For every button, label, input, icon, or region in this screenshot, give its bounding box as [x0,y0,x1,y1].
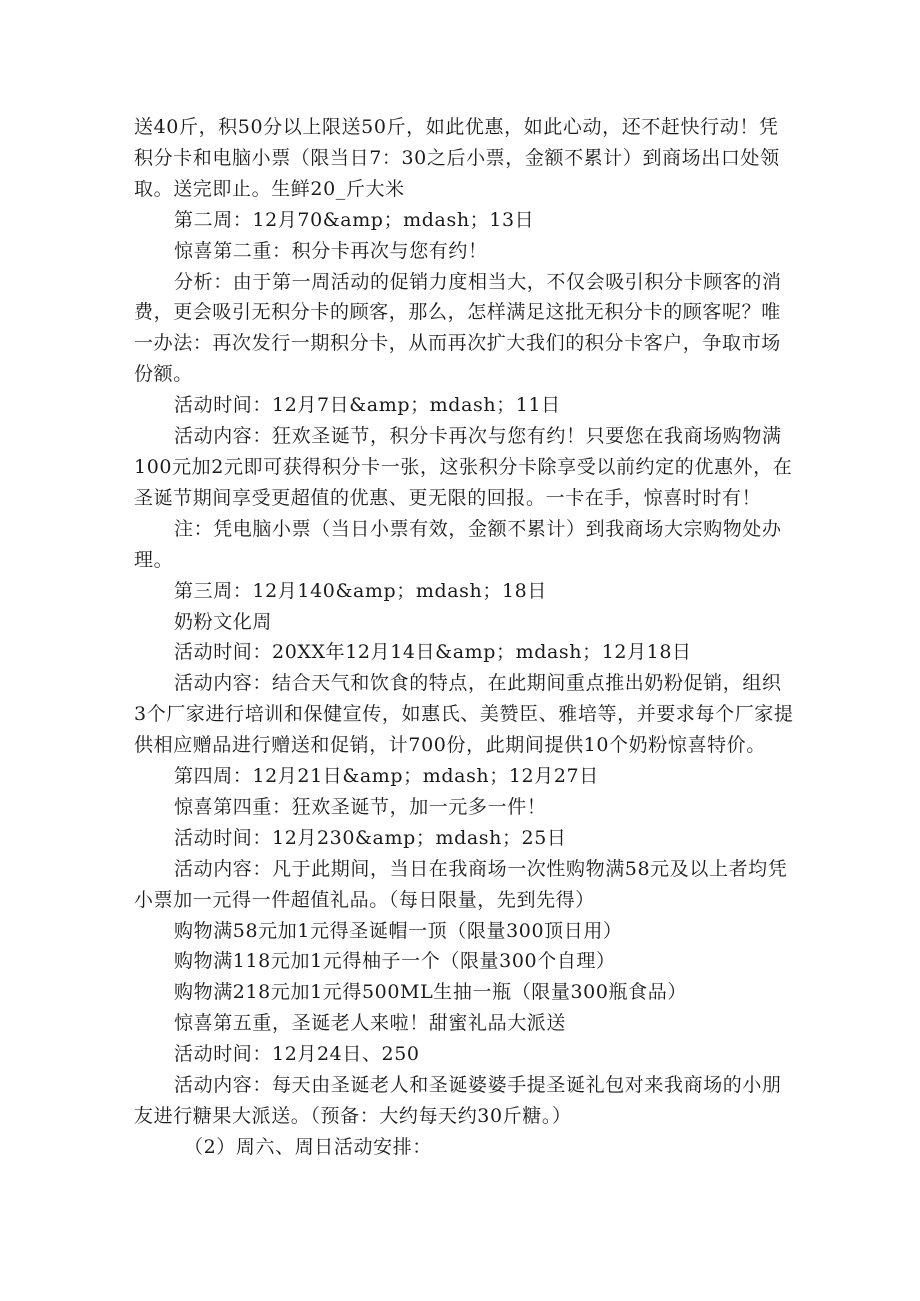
paragraph-surprise-2: 惊喜第二重：积分卡再次与您有约！ [174,239,488,262]
paragraph-week3-content: 活动内容：结合天气和饮食的特点，在此期间重点推出奶粉促销，组织3个厂家进行培训和保健宣传，如惠氏、美赞臣、雅培等，并要求每个厂家提供相应赠品进行赠送和促销，计700份，此期间提供10个奶粉惊喜特价。 [134,672,794,757]
paragraph-continuation: 送40斤，积50分以上限送50斤，如此优惠，如此心动，还不赶快行动！凭积分卡和电脑小票（限当日7：30之后小票，金额不累计）到商场出口处领取。送完即止。生鲜20_斤大米 [134,116,780,200]
paragraph-week4-content: 活动内容：凡于此期间，当日在我商场一次性购物满58元及以上者均凭小票加一元得一件超值礼品。（每日限量，先到先得） [134,857,788,911]
paragraph-week2-heading: 第二周：12月70&amp；mdash；13日 [174,208,535,231]
paragraph-week4-time: 活动时间：12月230&amp；mdash；25日 [174,826,567,849]
paragraph-week2-content: 活动内容：狂欢圣诞节，积分卡再次与您有约！只要您在我商场购物满100元加2元即可获得积分卡一张，这张积分卡除享受以前约定的优惠外，在圣诞节期间享受更超值的优惠、更无限的回报。一卡在手，惊喜时时有！ [134,425,793,509]
paragraph-week3-time: 活动时间：20XX年12月14日&amp；mdash；12月18日 [174,641,692,664]
paragraph-offer-58: 购物满58元加1元得圣诞帽一顶（限量300顶日用） [174,919,623,942]
document-body [134,112,794,1163]
paragraph-note: 注：凭电脑小票（当日小票有效，金额不累计）到我商场大宗购物处办理。 [134,517,782,571]
paragraph-analysis: 分析：由于第一周活动的促销力度相当大，不仅会吸引积分卡顾客的消费，更会吸引无积分卡的顾客，那么，怎样满足这批无积分卡的顾客呢？唯一办法：再次发行一期积分卡，从而再次扩大我们的积分卡客户，争取市场份额。 [134,270,782,386]
paragraph-offer-118: 购物满118元加1元得柚子一个（限量300个自理） [174,950,616,973]
paragraph-offer-218: 购物满218元加1元得500ML生抽一瓶（限量300瓶食品） [174,981,687,1004]
paragraph-week2-time: 活动时间：12月7日&amp；mdash；11日 [174,394,561,417]
paragraph-weekend-heading: （2）周六、周日活动安排： [184,1135,432,1158]
paragraph-surprise-5-content: 活动内容：每天由圣诞老人和圣诞婆婆手提圣诞礼包对来我商场的小朋友进行糖果大派送。（预备：大约每天约30斤糖。） [134,1074,782,1127]
paragraph-week3-heading: 第三周：12月140&amp；mdash；18日 [174,579,547,602]
paragraph-milk-week: 奶粉文化周 [174,610,273,633]
paragraph-surprise-5-time: 活动时间：12月24日、250 [174,1043,420,1066]
paragraph-week4-heading: 第四周：12月21日&amp；mdash；12月27日 [174,765,599,788]
paragraph-surprise-5: 惊喜第五重，圣诞老人来啦！甜蜜礼品大派送 [174,1012,567,1035]
paragraph-surprise-4: 惊喜第四重：狂欢圣诞节，加一元多一件！ [174,795,547,818]
